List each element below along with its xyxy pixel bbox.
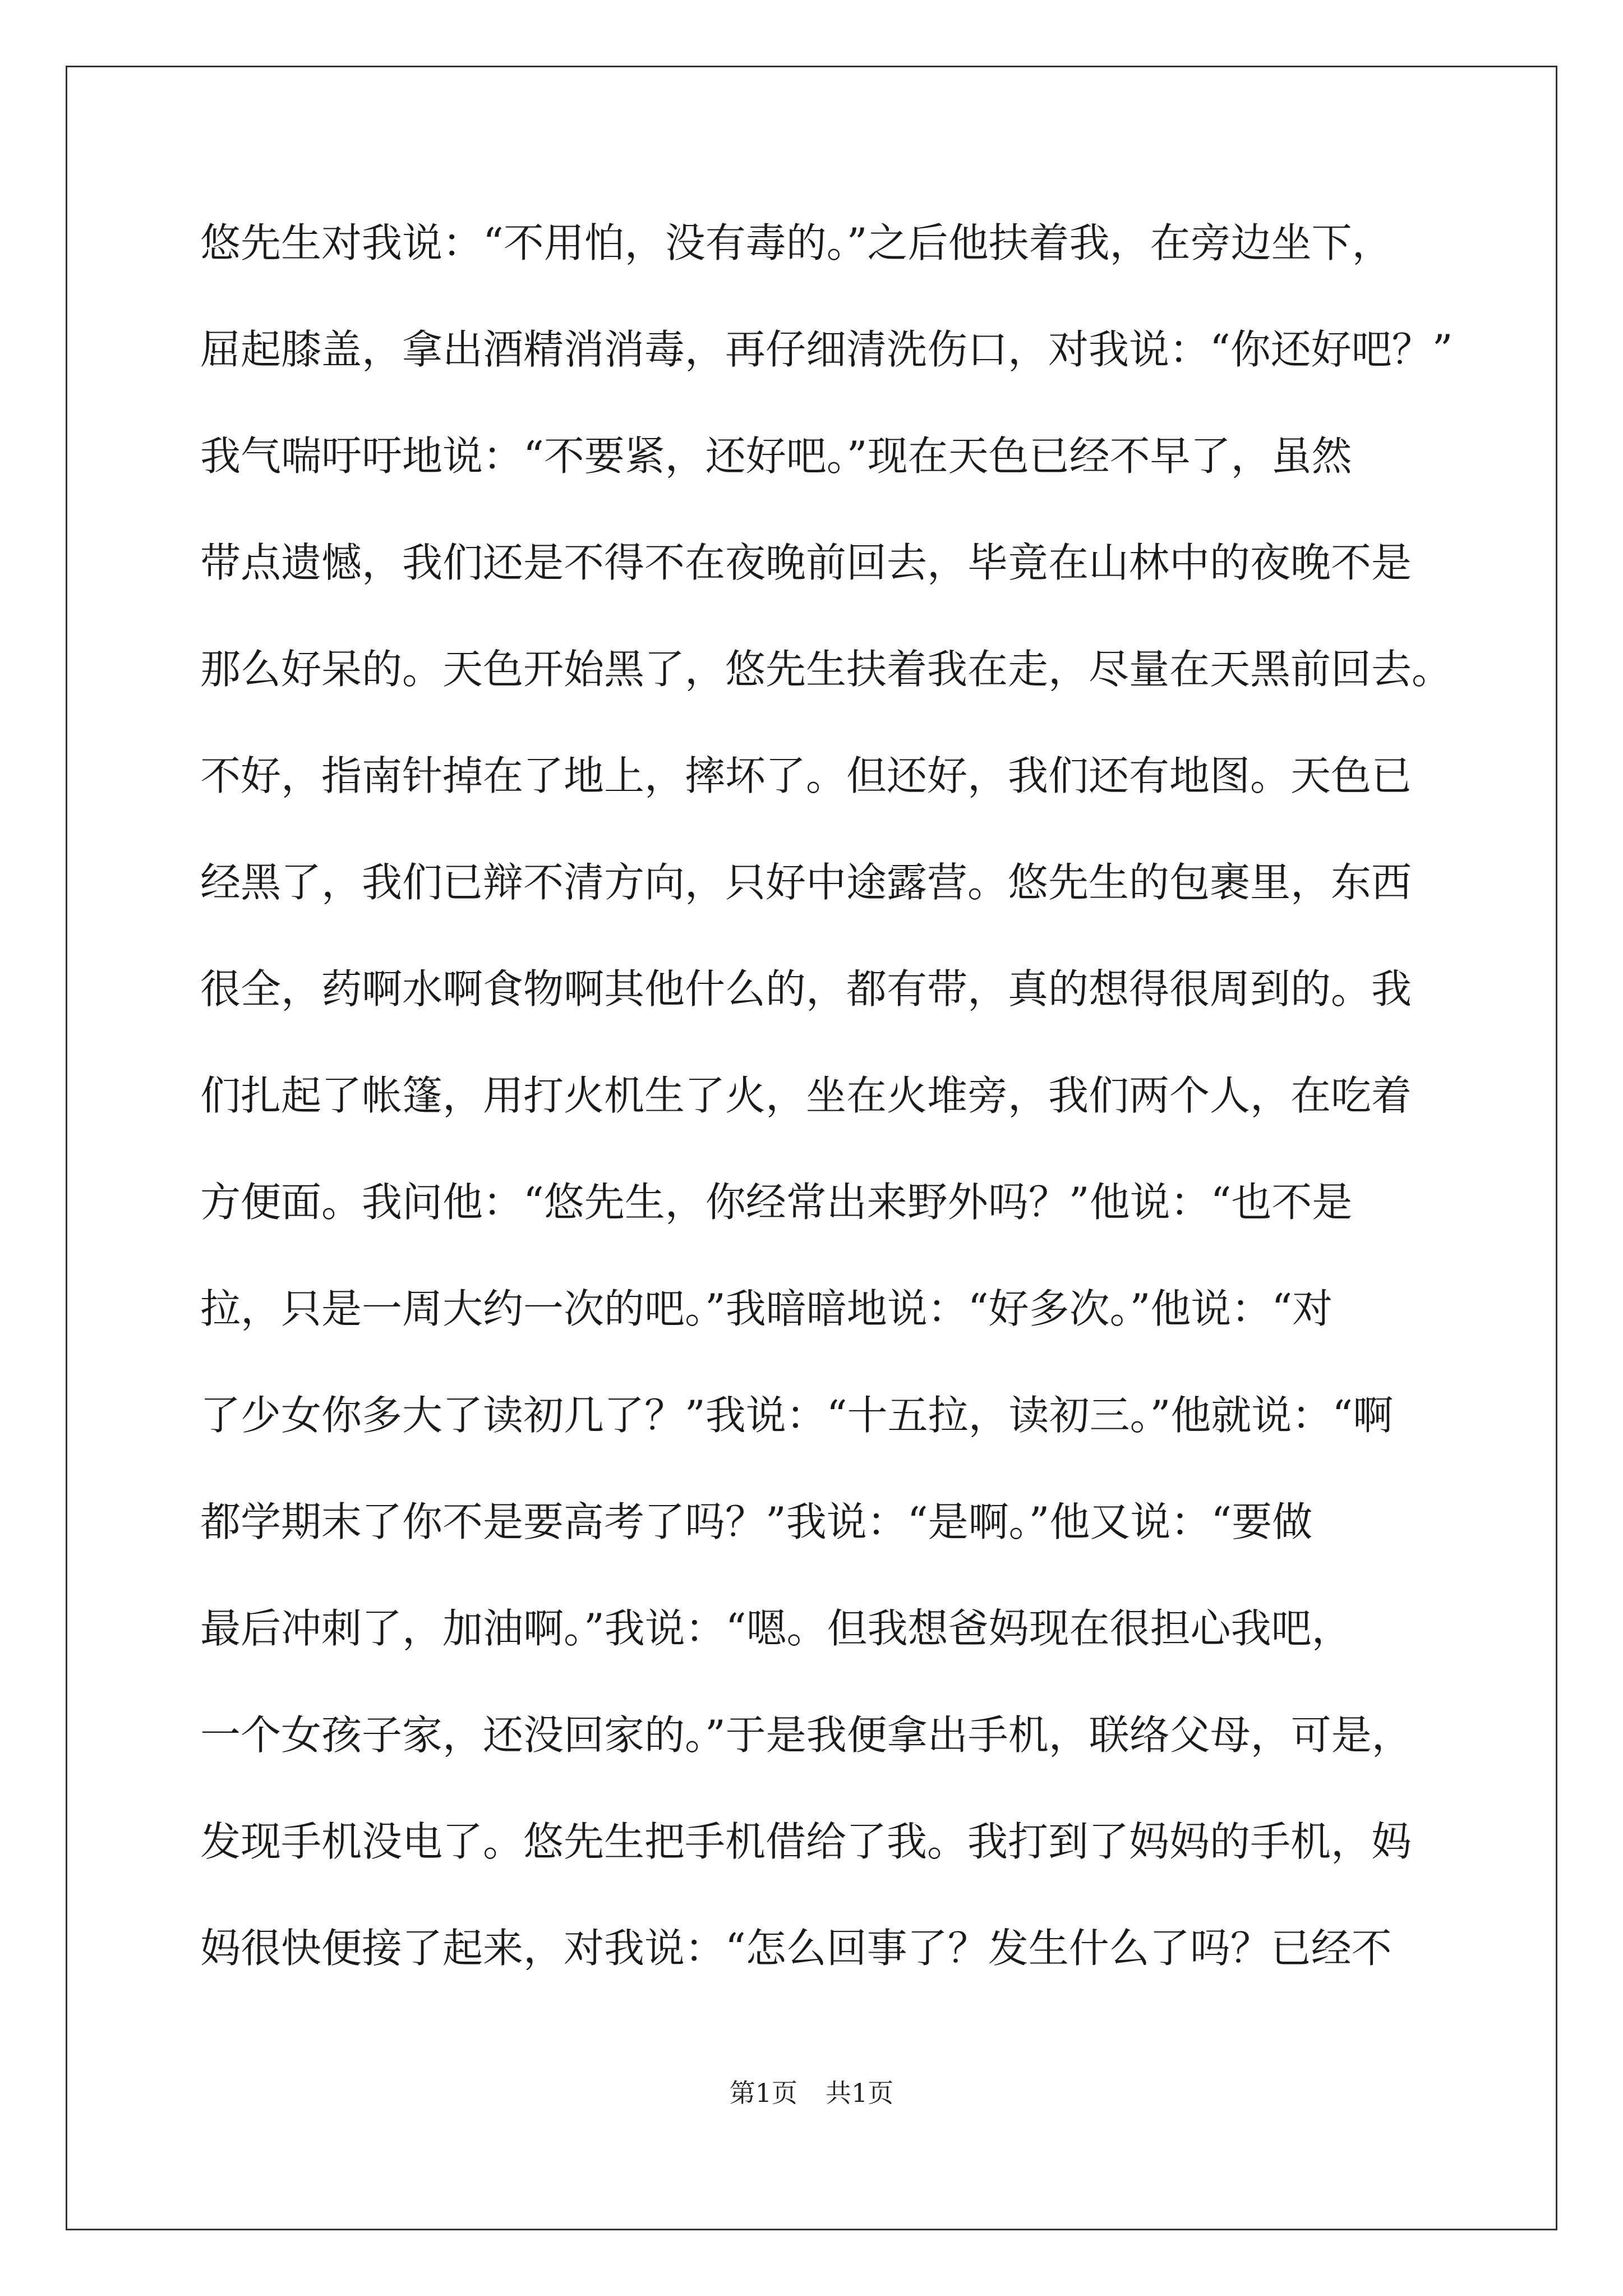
- body-text: [200, 190, 1453, 2001]
- text-line: 最后冲刺了，加油啊。”我说：“嗯。但我想爸妈现在很担心我吧，: [200, 1605, 1352, 1652]
- text-line: 经黑了，我们已辩不清方向，只好中途露营。悠先生的包裹里，东西: [200, 859, 1412, 906]
- text-line: 悠先生对我说：“不用怕，没有毒的。”之后他扶着我，在旁边坐下，: [200, 219, 1393, 266]
- text-line: 那么好呆的。天色开始黑了，悠先生扶着我在走，尽量在天黑前回去。: [200, 646, 1453, 693]
- text-line: 妈很快便接了起来，对我说：“怎么回事了？发生什么了吗？已经不: [200, 1925, 1392, 1972]
- text-line: 很全，药啊水啊食物啊其他什么的，都有带，真的想得很周到的。我: [200, 965, 1412, 1013]
- text-line: 拉，只是一周大约一次的吧。”我暗暗地说：“好多次。”他说：“对: [200, 1285, 1333, 1332]
- text-line: 我气喘吁吁地说：“不要紧，还好吧。”现在天色已经不早了，虽然: [200, 432, 1352, 480]
- text-line: 发现手机没电了。悠先生把手机借给了我。我打到了妈妈的手机，妈: [200, 1818, 1412, 1865]
- text-line: 了少女你多大了读初几了？”我说：“十五拉，读初三。”他就说：“啊: [200, 1392, 1394, 1439]
- text-line: 屈起膝盖，拿出酒精消消毒，再仔细清洗伤口，对我说：“你还好吧？”: [200, 326, 1453, 373]
- text-line: 们扎起了帐篷，用打火机生了火，坐在火堆旁，我们两个人，在吃着: [200, 1072, 1412, 1119]
- page-number: 第1页: [729, 2078, 797, 2108]
- page-total: 共1页: [826, 2078, 894, 2108]
- text-line: 不好，指南针掉在了地上，摔坏了。但还好，我们还有地图。天色已: [200, 752, 1412, 799]
- page-footer: [0, 2073, 1623, 2110]
- text-line: 一个女孩子家，还没回家的。”于是我便拿出手机，联络父母，可是，: [200, 1711, 1412, 1759]
- text-line: 带点遗憾，我们还是不得不在夜晚前回去，毕竟在山林中的夜晚不是: [200, 539, 1412, 586]
- text-line: 方便面。我问他：“悠先生，你经常出来野外吗？”他说：“也不是: [200, 1179, 1353, 1226]
- text-line: 都学期末了你不是要高考了吗？”我说：“是啊。”他又说：“要做: [200, 1498, 1313, 1545]
